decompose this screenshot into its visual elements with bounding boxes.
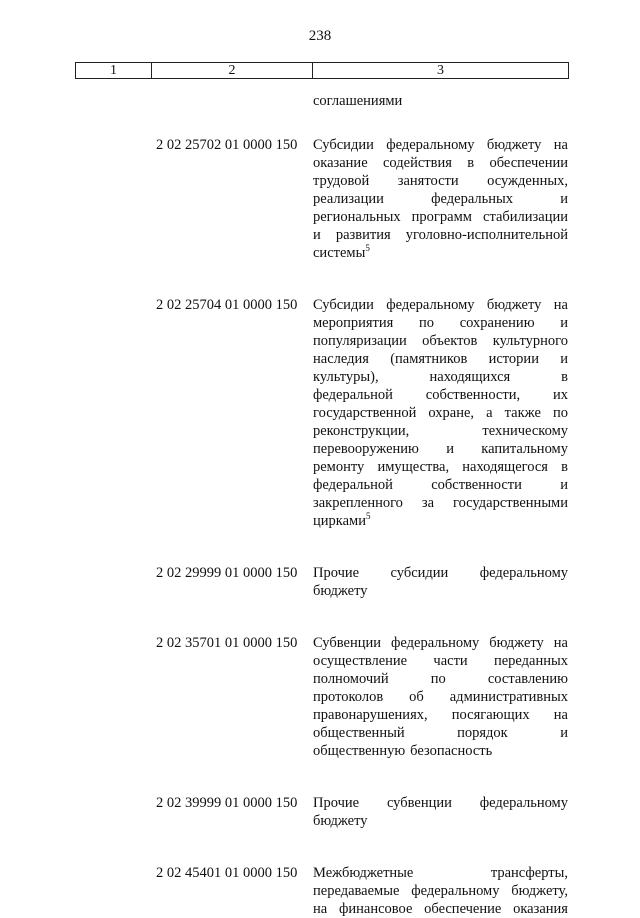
description-line: популяризации объектов культурного: [313, 333, 568, 349]
description-line: цирками$^5$: [313, 511, 371, 529]
description-line: правонарушениях, посягающих на: [313, 707, 568, 723]
description-line: федеральной собственности, их: [313, 387, 568, 403]
description-line: протоколов об административных: [313, 689, 568, 705]
description-line: и развития уголовно-исполнительной: [313, 227, 568, 243]
revenue-description: [313, 296, 568, 530]
description-line: ремонту имущества, находящегося в: [313, 459, 568, 475]
table-row: [0, 136, 640, 262]
description-line: системы$^5$: [313, 243, 370, 261]
description-line: соглашениями: [313, 93, 403, 109]
description-line: на финансовое обеспечение оказания: [313, 901, 568, 917]
description-line: государственной охране, а также по: [313, 405, 568, 421]
budget-code: 2 02 45401 01 0000 150: [156, 865, 298, 881]
revenue-description: [313, 92, 568, 110]
revenue-description: [313, 864, 568, 918]
table-row: [0, 296, 640, 530]
description-line: бюджету: [313, 583, 368, 599]
description-line: Межбюджетные трансферты,: [313, 865, 568, 881]
revenue-description: [313, 794, 568, 830]
description-line: региональных программ стабилизации: [313, 209, 568, 225]
table-row: [0, 92, 640, 110]
revenue-description: [313, 564, 568, 600]
description-line: Прочие субвенции федеральному: [313, 795, 568, 811]
description-line: мероприятия по сохранению и: [313, 315, 568, 331]
table-row: [0, 794, 640, 830]
budget-code: 2 02 39999 01 0000 150: [156, 795, 298, 811]
revenue-description: [313, 634, 568, 760]
footnote-marker: 5: [365, 243, 370, 253]
description-line: общественный порядок и: [313, 725, 568, 741]
footnote-marker: 5: [365, 511, 371, 521]
description-line: трудовой занятости осужденных,: [313, 173, 568, 189]
table-row: [0, 564, 640, 600]
table-row: [0, 634, 640, 760]
description-line: бюджету: [313, 813, 368, 829]
budget-code: 2 02 35701 01 0000 150: [156, 635, 298, 651]
description-line: перевооружению и капитальному: [313, 441, 568, 457]
budget-code: 2 02 25704 01 0000 150: [156, 297, 298, 313]
description-line: Субсидии федеральному бюджету на: [313, 137, 568, 153]
description-line: Прочие субсидии федеральному: [313, 565, 568, 581]
description-line: Субвенции федеральному бюджету на: [313, 635, 568, 651]
page-number: 238: [308, 28, 332, 44]
description-line: реализации федеральных и: [313, 191, 568, 207]
description-line: реконструкции, техническому: [313, 423, 568, 439]
budget-code: 2 02 29999 01 0000 150: [156, 565, 298, 581]
description-line: передаваемые федеральному бюджету,: [313, 883, 568, 899]
revenue-description: [313, 136, 568, 262]
description-line: полномочий по составлению: [313, 671, 568, 687]
table-header-row: [75, 62, 569, 79]
description-line: наследия (памятников истории и: [313, 351, 568, 367]
description-line: закрепленного за государственными: [313, 495, 568, 511]
table-body: [0, 92, 640, 918]
description-line: Субсидии федеральному бюджету на: [313, 297, 568, 313]
description-line: культуры), находящихся в: [313, 369, 568, 385]
column-header-2: 2: [152, 63, 313, 78]
description-line: федеральной собственности и: [313, 477, 568, 493]
description-line: оказание содействия в обеспечении: [313, 155, 568, 171]
description-line: общественную безопасность: [313, 743, 493, 759]
column-header-3: 3: [437, 63, 444, 78]
table-row: [0, 864, 640, 918]
column-header-1: 1: [76, 63, 152, 78]
budget-code: 2 02 25702 01 0000 150: [156, 137, 298, 153]
description-line: осуществление части переданных: [313, 653, 568, 669]
